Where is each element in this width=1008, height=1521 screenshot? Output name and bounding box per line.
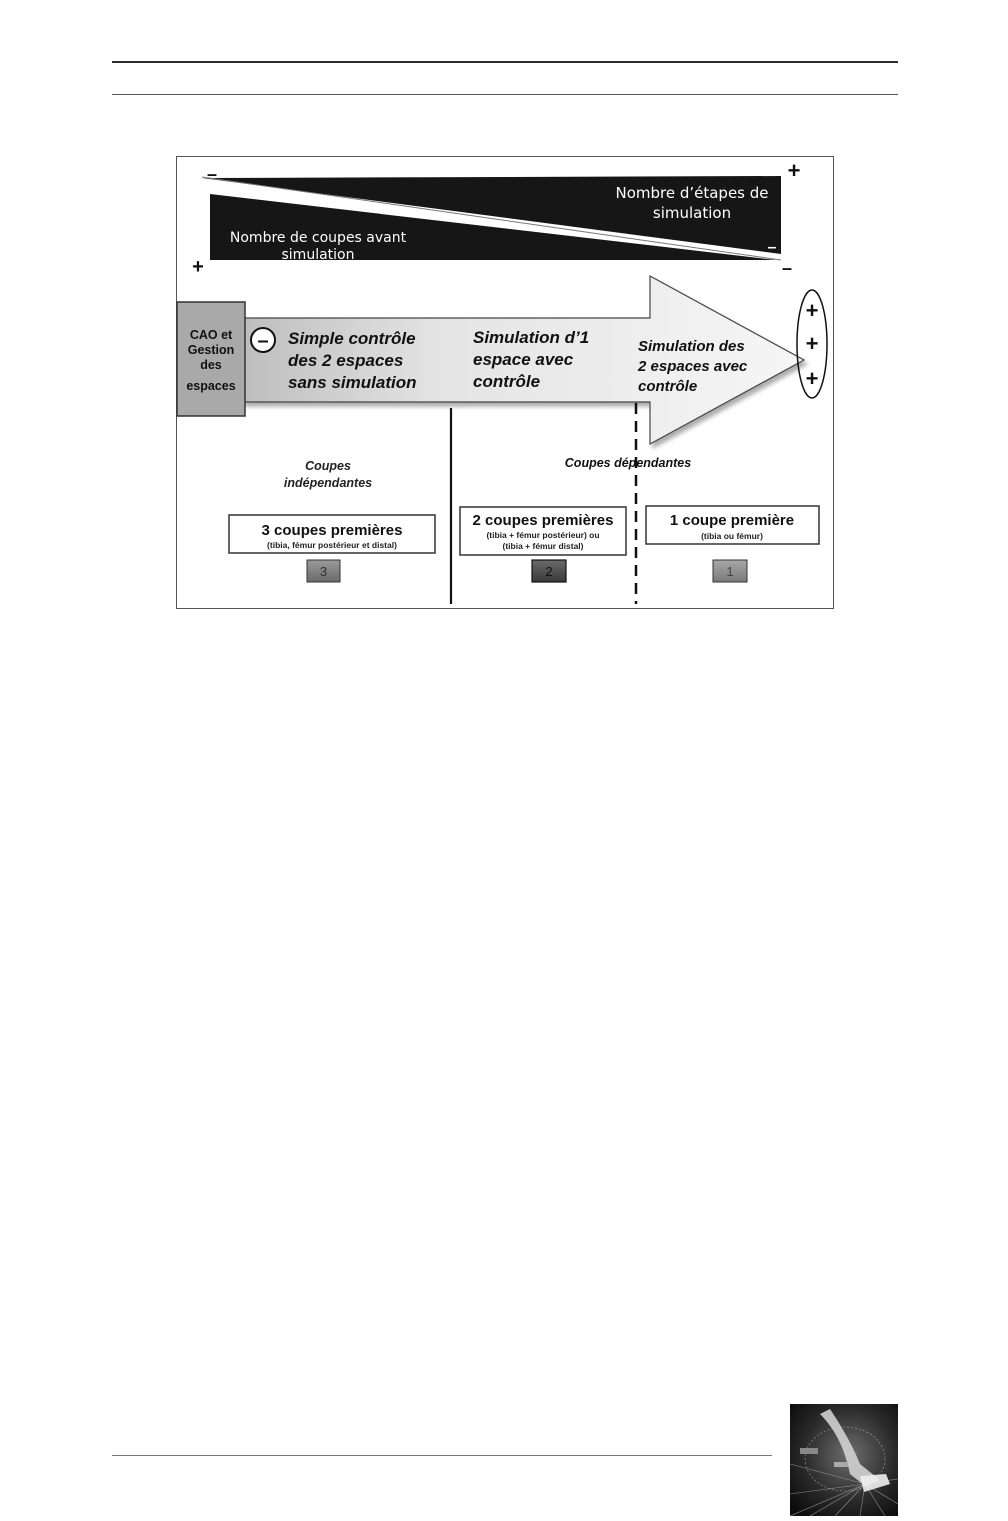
box-1-title: 1 coupe première [669, 512, 795, 529]
wedge-top-text-1: Nombre d’étapes de [615, 184, 769, 202]
box-3-sub: (tibia, fémur postérieur et distal) [267, 540, 397, 550]
wedge-top-text-2: simulation [652, 204, 732, 222]
stage3-line-1: Simulation des [638, 338, 745, 355]
stage3-line-2: 2 espaces avec [638, 358, 748, 375]
sign-top-right: + [787, 158, 801, 183]
stage1-line-2: des 2 espaces [288, 351, 404, 370]
wedge-bottom-text-2: simulation [281, 247, 355, 263]
box-2-title: 2 coupes premières [472, 512, 614, 529]
box-2-sub-2: (tibia + fémur distal) [502, 541, 584, 551]
plus-sign-2: + [805, 331, 819, 356]
box-2-sub-1: (tibia + fémur postérieur) ou [486, 530, 600, 540]
sign-bottom-right: – [781, 258, 793, 278]
start-box-line-1: CAO et [189, 328, 233, 342]
plus-sign-1: + [805, 298, 819, 323]
start-box-line-2: Gestion [187, 343, 235, 357]
independent-label-2: indépendantes [283, 476, 373, 490]
badge-3-label: 3 [319, 564, 328, 579]
box-3-title: 3 coupes premières [261, 522, 403, 539]
simulation-diagram [176, 156, 834, 609]
box-1-sub: (tibia ou fémur) [701, 531, 763, 541]
start-box-line-4: espaces [186, 379, 236, 393]
stage2-line-1: Simulation d’1 [473, 328, 590, 347]
badge-1-label: 1 [726, 564, 734, 579]
dependent-label: Coupes dépendantes [564, 456, 692, 470]
stage1-line-3: sans simulation [288, 373, 417, 392]
stage2-line-3: contrôle [473, 372, 541, 391]
header-rule-thick [112, 61, 898, 63]
minus-circle-sign: – [257, 330, 269, 352]
badge-2-label: 2 [545, 564, 553, 579]
stage2-line-2: espace avec [473, 350, 574, 369]
stage3-line-3: contrôle [638, 378, 698, 395]
plus-sign-3: + [805, 366, 819, 391]
sign-inner: – [767, 239, 777, 256]
sign-bottom-left: + [192, 256, 204, 278]
footer-rule [112, 1455, 772, 1456]
sign-top-left: – [206, 164, 218, 184]
header-rule-thin [112, 94, 898, 95]
wedge-bottom-text-1: Nombre de coupes avant [229, 230, 407, 246]
independent-label-1: Coupes [305, 459, 351, 473]
start-box-line-3: des [200, 358, 222, 372]
stage1-line-1: Simple contrôle [288, 329, 416, 348]
footer-logo-image [790, 1404, 898, 1516]
